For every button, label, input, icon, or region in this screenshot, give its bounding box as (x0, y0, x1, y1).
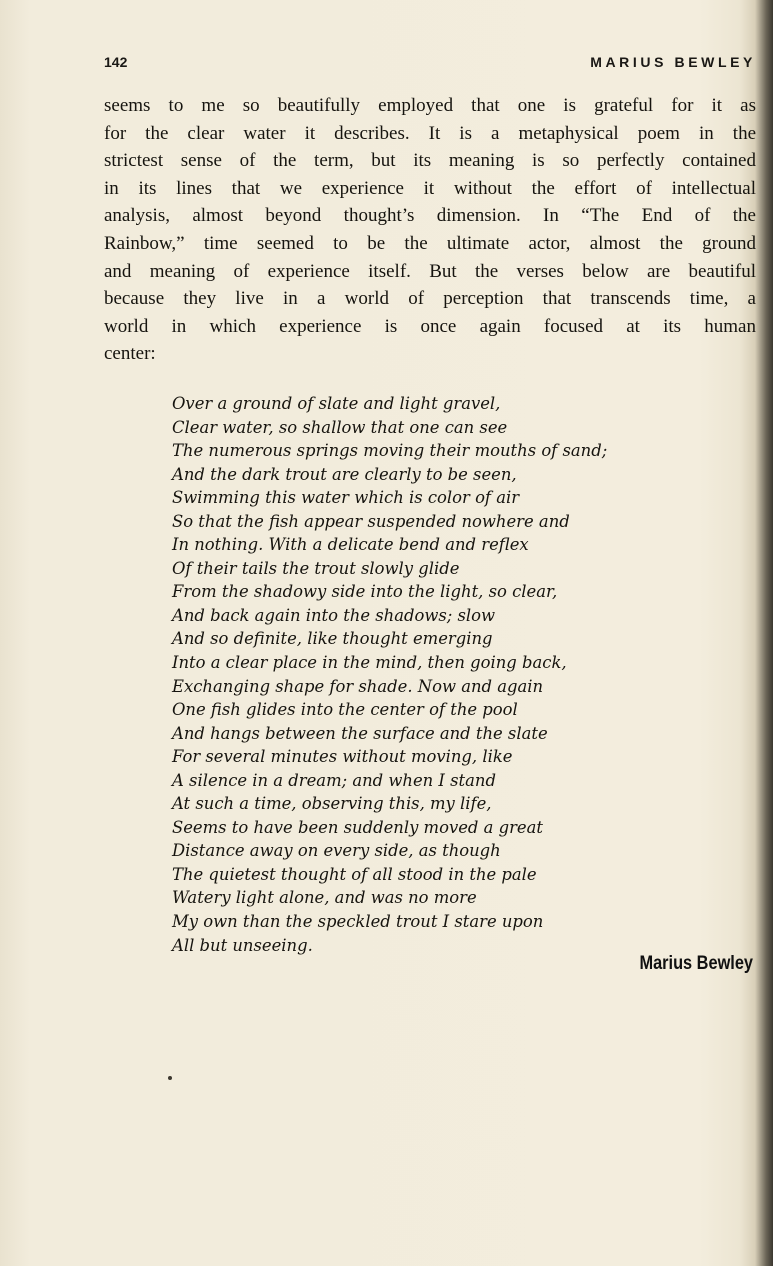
poem-line: In nothing. With a delicate bend and reflex (172, 535, 529, 555)
poem-line: One fish glides into the center of the pool (172, 700, 518, 720)
poem-line: A silence in a dream; and when I stand (172, 770, 496, 790)
page-number: 142 (104, 54, 128, 70)
poem-line: And hangs between the surface and the slate (172, 723, 548, 743)
poem-line: For several minutes without moving, like (172, 747, 513, 767)
prose-line: because they live in a world of perception that transcends time, a (104, 288, 756, 310)
prose-line: analysis, almost beyond thought’s dimension. In “The End of the (104, 205, 756, 227)
poem-line: Into a clear place in the mind, then going back, (172, 653, 567, 673)
poem-line: All but unseeing. (172, 935, 313, 955)
poem-line: And back again into the shadows; slow (172, 605, 496, 625)
prose-line: seems to me so beautifully employed that one is grateful for it as (104, 95, 756, 116)
poem-line: And so definite, like thought emerging (172, 629, 493, 649)
prose-line: strictest sense of the term, but its meaning is so perfectly contained (104, 150, 756, 172)
poem-line: At such a time, observing this, my life, (172, 794, 492, 814)
poem-line: Of their tails the trout slowly glide (172, 558, 460, 578)
poem-line: The quietest thought of all stood in the pale (172, 864, 537, 884)
prose-line: center: (104, 343, 156, 365)
poem-line: Distance away on every side, as though (172, 841, 501, 861)
prose-line: world in which experience is once again focused at its human (104, 315, 756, 337)
prose-line: for the clear water it describes. It is a metaphysical poem in the (104, 122, 756, 144)
poem-line: From the shadowy side into the light, so clear, (172, 582, 558, 602)
prose-line: in its lines that we experience it without the effort of intellectual (104, 177, 756, 199)
poem-line: The numerous springs moving their mouths of sand; (172, 441, 608, 461)
ink-speck (168, 1076, 172, 1080)
poem-line: My own than the speckled trout I stare upon (172, 912, 544, 932)
poem-line: Clear water, so shallow that one can see (172, 417, 508, 437)
poem-line: Swimming this water which is color of air (172, 488, 520, 508)
poem-line: Over a ground of slate and light gravel, (172, 394, 501, 413)
poem-line: Exchanging shape for shade. Now and again (172, 676, 544, 696)
prose-paragraph (104, 92, 756, 368)
running-head: MARIUS BEWLEY (590, 54, 756, 70)
poem-line: So that the fish appear suspended nowhere and (172, 511, 570, 531)
poem-block (172, 392, 692, 957)
poem-line: And the dark trout are clearly to be seen, (172, 464, 517, 484)
poem-line: Seems to have been suddenly moved a great (172, 817, 543, 837)
prose-line: Rainbow,” time seemed to be the ultimate actor, almost the ground (104, 232, 756, 254)
author-signature: Marius Bewley (639, 953, 753, 974)
page-header (104, 54, 756, 78)
poem-line: Watery light alone, and was no more (172, 888, 477, 908)
prose-line: and meaning of experience itself. But the verses below are beautiful (104, 260, 756, 282)
